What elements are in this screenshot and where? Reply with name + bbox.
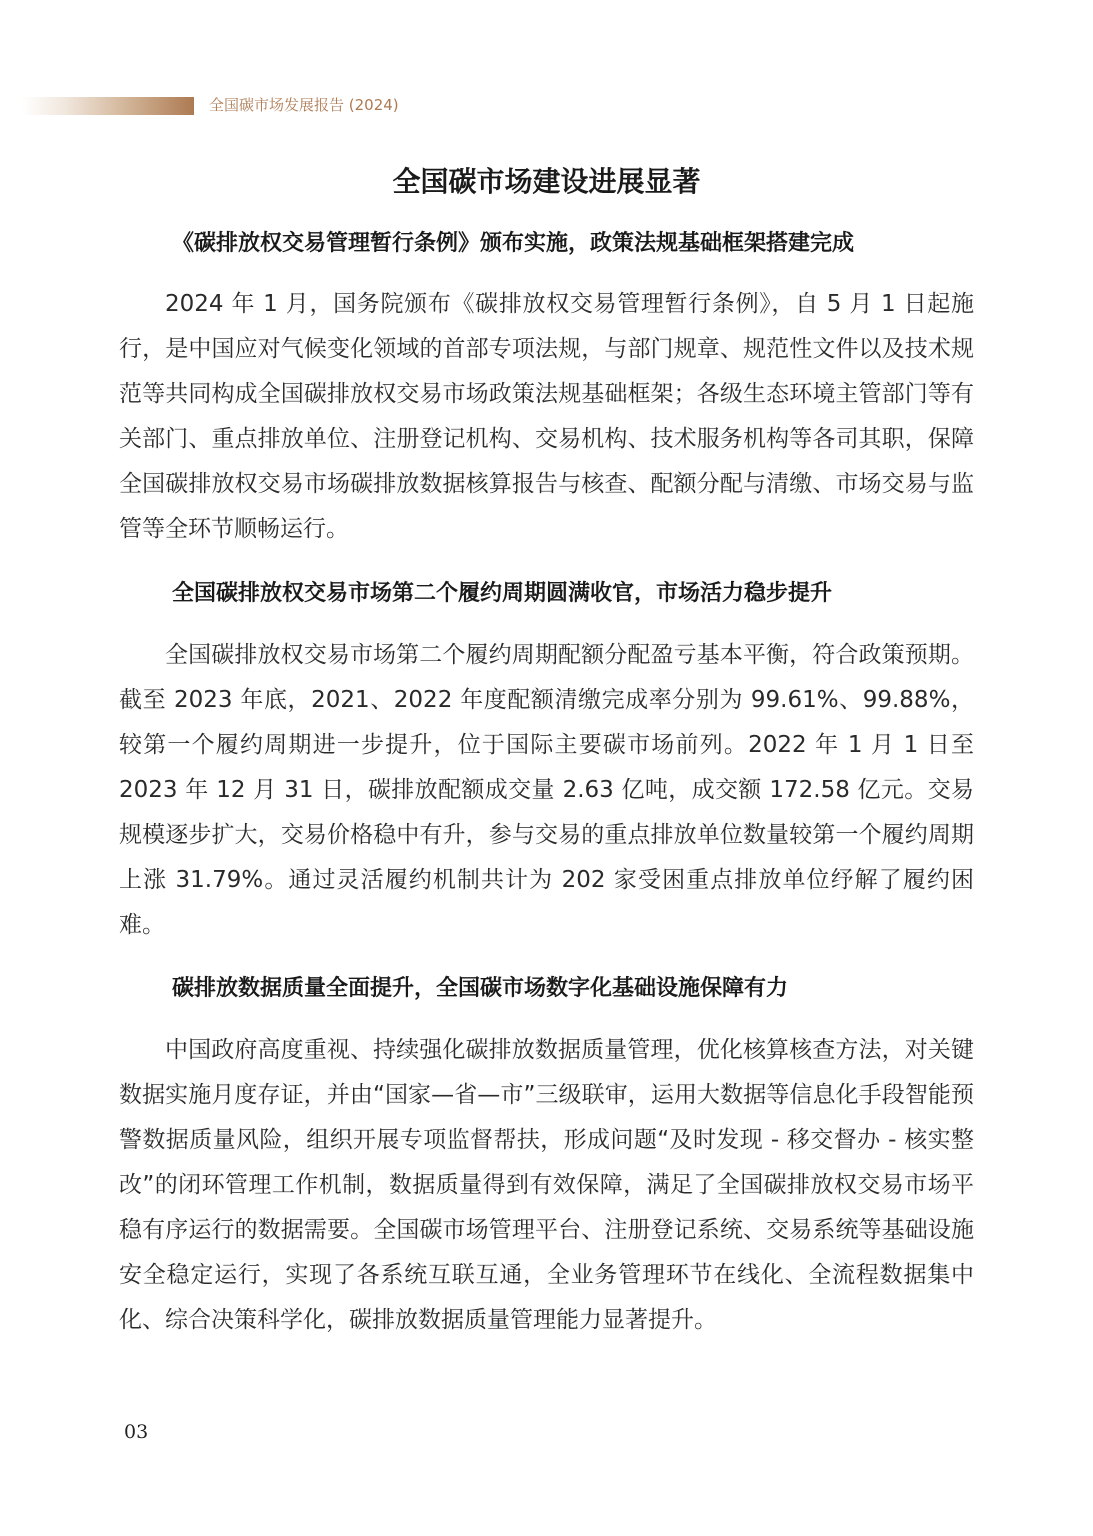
subheading-compliance-period: 全国碳排放权交易市场第二个履约周期圆满收官，市场活力稳步提升 (172, 580, 833, 606)
subheading-data-quality: 碳排放数据质量全面提升，全国碳市场数字化基础设施保障有力 (172, 975, 789, 1001)
report-title: 全国碳市场发展报告 (2024) (209, 96, 399, 114)
paragraph-data-quality: 中国政府高度重视、持续强化碳排放数据质量管理，优化核算核查方法，对关键数据实施月度存证，并由“国家—省—市”三级联审，运用大数据等信息化手段智能预警数据质量风险，组织开展专项监督帮扶，形成问题“及时发现 - 移交督办 - 核实整改”的闭环管理工作机制，数据质量得到有效保障，满足了全国碳排放权交易市场平稳有序运行的数据需要。全国碳市场管理平台、注册登记系统、交易系统等基础设施安全稳定运行，实现了各系统互联互通，全业务管理环节在线化、全流程数据集中化、综合决策科学化，碳排放数据质量管理能力显著提升。 (119, 1037, 974, 1333)
paragraph-compliance-period: 全国碳排放权交易市场第二个履约周期配额分配盈亏基本平衡，符合政策预期。截至 2023 年底，2021、2022 年度配额清缴完成率分别为 99.61%、99.88%，较第一个履约周期进一步提升，位于国际主要碳市场前列。2022 年 1 月 1 日至 2023 年 12 月 31 日，碳排放配额成交量 2.63 亿吨，成交额 172.58 亿元。交易规模逐步扩大，交易价格稳中有升，参与交易的重点排放单位数量较第一个履约周期上涨 31.79%。通过灵活履约机制共计为 202 家受困重点排放单位纾解了履约困难。 (119, 642, 974, 938)
paragraph-regulation: 2024 年 1 月，国务院颁布《碳排放权交易管理暂行条例》，自 5 月 1 日起施行，是中国应对气候变化领域的首部专项法规，与部门规章、规范性文件以及技术规范等共同构成全国碳排放权交易市场政策法规基础框架；各级生态环境主管部门等有关部门、重点排放单位、注册登记机构、交易机构、技术服务机构等各司其职，保障全国碳排放权交易市场碳排放数据核算报告与核查、配额分配与清缴、市场交易与监管等全环节顺畅运行。 (119, 291, 974, 542)
header-decoration-bar (22, 97, 194, 115)
page-number: 03 (124, 1421, 149, 1443)
subheading-regulation: 《碳排放权交易管理暂行条例》颁布实施，政策法规基础框架搭建完成 (172, 230, 855, 256)
section-title: 全国碳市场建设进展显著 (392, 165, 701, 198)
